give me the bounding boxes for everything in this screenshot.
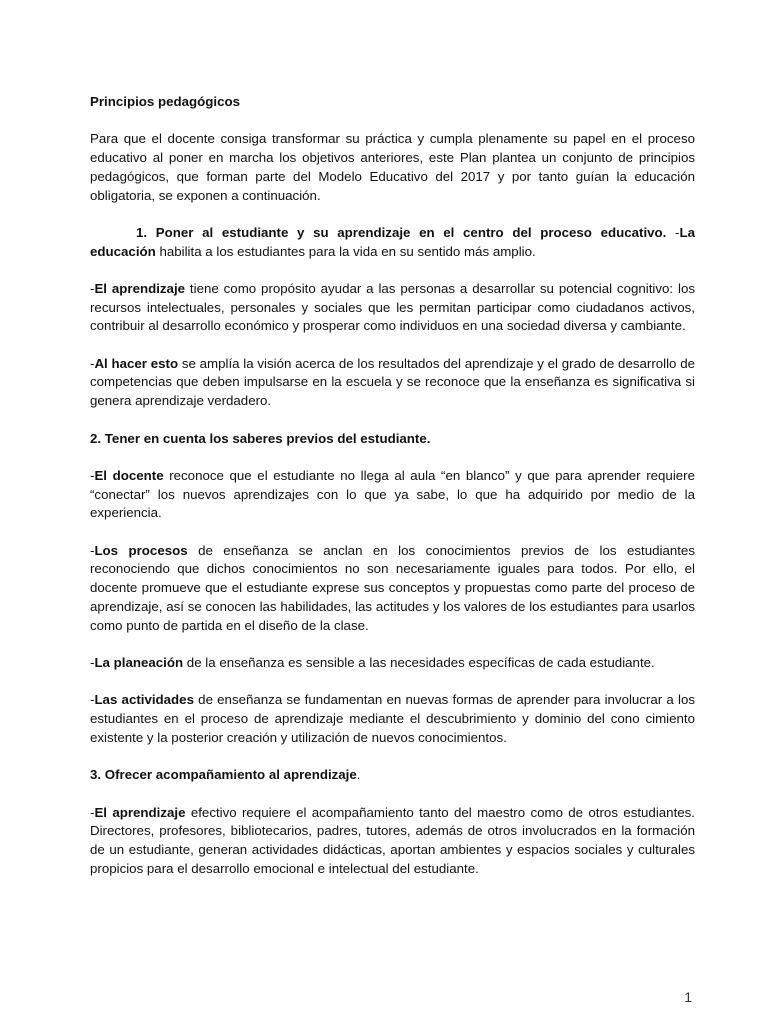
item-text: de la enseñanza es sensible a las necesidades específicas de cada estudiante.: [183, 654, 655, 670]
item-dash: -: [90, 280, 95, 296]
item-text: reconoce que el estudiante no llega al aula “en blanco” y que para aprender requiere “conectar” los nuevos aprendizajes con lo que ya sabe, lo que ha adquirido por medio de la experiencia.: [90, 467, 695, 521]
intro-paragraph: Para que el docente consiga transformar su práctica y cumpla plenamente su papel en el proceso educativo al poner en marcha los objetivos anteriores, este Plan plantea un conjunto de principios pedagógicos, que forman parte del Modelo Educativo del 2017 y por tanto guían la educación obligatoria, se exponen a continuación.: [90, 131, 695, 203]
item-dash: -: [90, 654, 95, 670]
item-dash: -: [90, 692, 95, 708]
principle-2-item: [90, 542, 695, 636]
principle-1-heading: 1. Poner al estudiante y su aprendizaje en el centro del proceso educativo.: [136, 224, 667, 240]
document-page: [90, 93, 695, 897]
principle-3-period: .: [356, 767, 361, 783]
principle-1-paragraph: [90, 224, 695, 261]
item-dash: -: [90, 467, 95, 483]
item-lead: Los procesos: [94, 542, 188, 558]
item-lead: Al hacer esto: [94, 355, 179, 371]
item-text: de enseñanza se fundamentan en nuevas formas de aprender para involucrar a los estudiantes en el proceso de aprendizaje mediante el descubrimiento y dominio del cono cimiento existente y la posterior creación y utilización de nuevos conocimientos.: [90, 692, 695, 745]
item-lead: El aprendizaje: [94, 804, 186, 820]
item-dash: -: [90, 804, 95, 820]
item-lead: El docente: [94, 467, 164, 483]
item-text: tiene como propósito ayudar a las personas a desarrollar su potencial cognitivo: los recursos intelectuales, personales y sociales que les permitan participar como ciudadanos activos, contribuir al desarrollo económico y prosperar como individuos en una sociedad diversa y cambiante.: [90, 280, 695, 334]
page-number: 1: [684, 989, 692, 1005]
principle-3-heading-line: [90, 766, 695, 785]
item-text: se amplía la visión acerca de los resultados del aprendizaje y el grado de desarrollo de competencias que deben impulsarse en la escuela y se reconoce que la enseñanza es significativa si genera aprendizaje verdadero.: [90, 355, 695, 409]
principle-1-text: habilita a los estudiantes para la vida en su sentido más amplio.: [155, 243, 536, 259]
item-lead: La planeación: [94, 654, 184, 670]
item-text: de enseñanza se anclan en los conocimientos previos de los estudiantes reconociendo que dichos conocimientos no son necesariamente iguales para todos. Por ello, el docente promueve que el estudiante exprese sus conceptos y propuestas como parte del proceso de aprendizaje, así se conocen las habilidades, las actitudes y los valores de los estudiantes para usarlos como punto de partida en el diseño de la clase.: [90, 542, 695, 633]
principle-1-lead: La educación: [90, 224, 695, 259]
document-title: Principios pedagógicos: [90, 94, 240, 109]
principle-2-item: [90, 654, 695, 673]
item-dash: -: [90, 355, 95, 371]
item-lead: El aprendizaje: [94, 280, 186, 296]
principle-3-heading: 3. Ofrecer acompañamiento al aprendizaje: [90, 767, 357, 783]
item-lead: Las actividades: [94, 692, 194, 708]
principle-1-item: [90, 355, 695, 411]
principle-2-heading: 2. Tener en cuenta los saberes previos del estudiante.: [90, 430, 431, 446]
principle-2-item: [90, 691, 695, 747]
principle-1-item: [90, 280, 695, 336]
principle-2-item: [90, 467, 695, 523]
item-dash: -: [90, 542, 95, 558]
principle-1-dash: -: [666, 224, 680, 240]
item-text: efectivo requiere el acompañamiento tanto del maestro como de otros estudiantes. Directores, profesores, bibliotecarios, padres, tutores, además de otros involucrados en la formación de un estudiante, generan actividades didácticas, aportan ambientes y espacios sociales y culturales propicios para el desarrollo emocional e intelectual del estudiante.: [90, 804, 695, 876]
principle-3-item: [90, 804, 695, 879]
